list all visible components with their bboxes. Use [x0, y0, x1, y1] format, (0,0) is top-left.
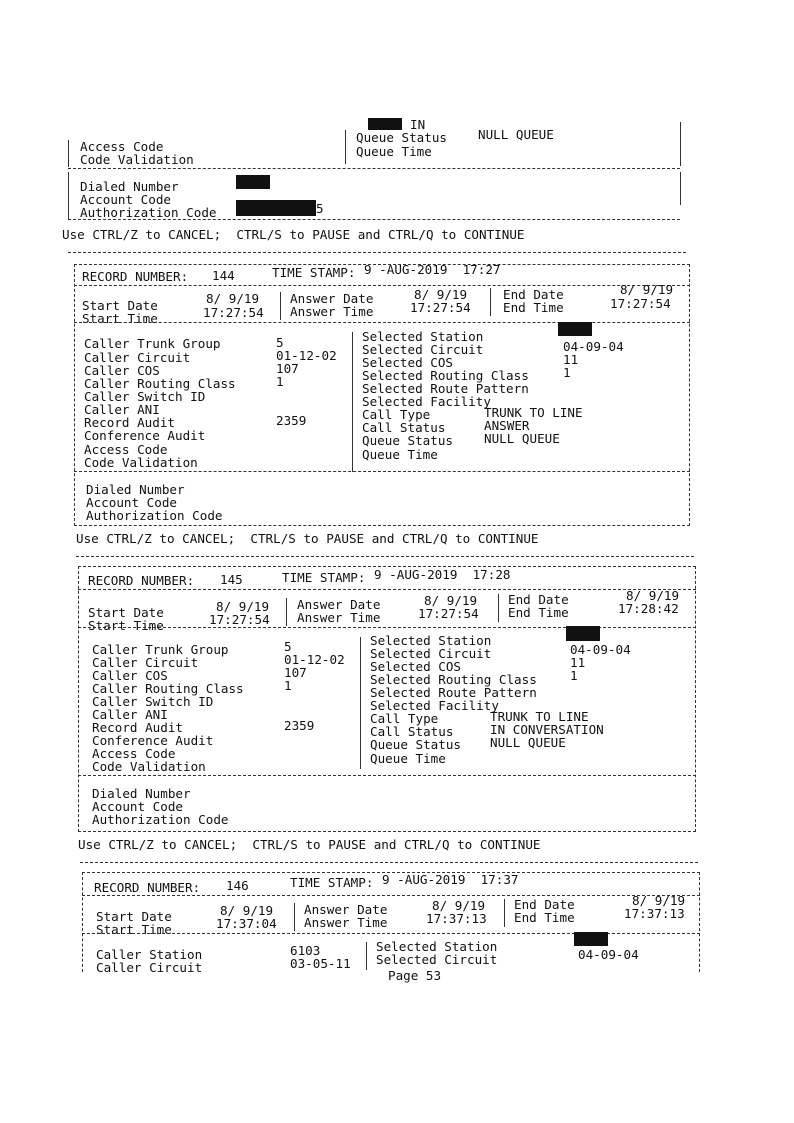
answer-time-value: 17:37:13 [426, 911, 487, 926]
authorization-tail: 5 [316, 201, 324, 216]
selected-routing-class-label: Selected Routing Class [370, 672, 537, 687]
dashed-divider [68, 252, 686, 253]
caller-routing-class-label: Caller Routing Class [92, 681, 244, 696]
selected-circuit-label: Selected Circuit [362, 342, 484, 357]
caller-circuit-value: 03-05-11 [290, 956, 351, 971]
frame-right [680, 122, 681, 166]
selected-facility-label: Selected Facility [362, 394, 491, 409]
answer-time-label: Answer Time [297, 610, 381, 625]
start-time-label: Start Time [96, 922, 172, 937]
account-code-label: Account Code [86, 495, 177, 510]
dashed-divider [78, 627, 696, 628]
caller-routing-class-value: 1 [284, 678, 292, 693]
answer-date-label: Answer Date [297, 597, 381, 612]
caller-trunk-group-label: Caller Trunk Group [84, 336, 221, 351]
end-date-value: 8/ 9/19 [620, 282, 674, 297]
answer-date-label: Answer Date [304, 902, 388, 917]
end-time-value: 17:28:42 [618, 601, 679, 616]
record-number-label: RECORD NUMBER: [82, 269, 189, 284]
call-type-value: TRUNK TO LINE [490, 709, 589, 724]
selected-circuit-label: Selected Circuit [370, 646, 492, 661]
caller-trunk-group-value: 5 [276, 335, 284, 350]
end-time-label: End Time [514, 910, 575, 925]
selected-circuit-value: 04-09-04 [563, 339, 624, 354]
caller-trunk-group-label: Caller Trunk Group [92, 642, 229, 657]
call-type-value: TRUNK TO LINE [484, 405, 583, 420]
end-time-value: 17:27:54 [610, 296, 671, 311]
redaction-block [236, 175, 270, 189]
call-status-value: ANSWER [484, 418, 530, 433]
start-time-label: Start Time [82, 311, 158, 326]
caller-trunk-group-value: 5 [284, 639, 292, 654]
selected-routing-class-value: 1 [570, 668, 578, 683]
redaction-block [574, 932, 608, 946]
code-validation-label: Code Validation [84, 455, 198, 470]
start-date-label: Start Date [96, 909, 172, 924]
frame-left [68, 140, 69, 167]
access-code-label: Access Code [80, 139, 164, 154]
end-time-value: 17:37:13 [624, 906, 685, 921]
frame-left [68, 172, 69, 220]
queue-time-label: Queue Time [370, 751, 446, 766]
queue-status-label: Queue Status [362, 433, 453, 448]
answer-date-value: 8/ 9/19 [424, 593, 478, 608]
cancel-instruction: Use CTRL/Z to CANCEL; CTRL/S to PAUSE and CTRL/Q to CONTINUE [78, 837, 541, 852]
redaction-block [558, 322, 592, 336]
conference-audit-label: Conference Audit [84, 428, 206, 443]
dialed-number-label: Dialed Number [80, 179, 179, 194]
call-status-label: Call Status [370, 724, 454, 739]
selected-station-label: Selected Station [362, 329, 484, 344]
caller-ani-label: Caller ANI [92, 707, 168, 722]
end-time-label: End Time [508, 605, 569, 620]
caller-circuit-label: Caller Circuit [92, 655, 199, 670]
start-date-label: Start Date [82, 298, 158, 313]
access-code-label: Access Code [92, 746, 176, 761]
end-time-label: End Time [503, 300, 564, 315]
caller-ani-label: Caller ANI [84, 402, 160, 417]
column-divider [280, 292, 281, 320]
queue-status-value: NULL QUEUE [478, 127, 554, 142]
caller-circuit-label: Caller Circuit [84, 350, 191, 365]
answer-time-label: Answer Time [290, 304, 374, 319]
caller-circuit-value: 01-12-02 [276, 348, 337, 363]
dashed-divider [74, 322, 690, 323]
caller-station-label: Caller Station [96, 947, 203, 962]
caller-switch-id-label: Caller Switch ID [84, 389, 206, 404]
start-date-value: 8/ 9/19 [220, 903, 274, 918]
column-divider [498, 594, 499, 622]
column-divider [490, 288, 491, 316]
queue-status-label: Queue Status [370, 737, 461, 752]
time-stamp-label: TIME STAMP: [290, 875, 374, 890]
record-number-value: 146 [226, 878, 249, 893]
queue-status-value: NULL QUEUE [484, 431, 560, 446]
caller-station-value: 6103 [290, 943, 321, 958]
record-audit-value: 2359 [276, 413, 307, 428]
selected-route-pattern-label: Selected Route Pattern [362, 381, 529, 396]
account-code-label: Account Code [92, 799, 183, 814]
record-audit-value: 2359 [284, 718, 315, 733]
caller-switch-id-label: Caller Switch ID [92, 694, 214, 709]
caller-routing-class-label: Caller Routing Class [84, 376, 236, 391]
selected-station-label: Selected Station [376, 939, 498, 954]
time-stamp-value: 9 -AUG-2019 17:37 [382, 872, 519, 887]
selected-circuit-label: Selected Circuit [376, 952, 498, 967]
authorization-code-label: Authorization Code [86, 508, 223, 523]
dashed-divider [78, 589, 696, 590]
cancel-instruction: Use CTRL/Z to CANCEL; CTRL/S to PAUSE and CTRL/Q to CONTINUE [76, 531, 539, 546]
call-status-label: Call Status [362, 420, 446, 435]
dashed-divider [74, 285, 690, 286]
access-code-label: Access Code [84, 442, 168, 457]
column-divider [360, 637, 361, 769]
frame-right [680, 172, 681, 205]
queue-time-label: Queue Time [356, 144, 432, 159]
answer-date-label: Answer Date [290, 291, 374, 306]
time-stamp-label: TIME STAMP: [272, 265, 356, 280]
start-time-value: 17:27:54 [209, 612, 270, 627]
conference-audit-label: Conference Audit [92, 733, 214, 748]
record-number-label: RECORD NUMBER: [94, 880, 201, 895]
dashed-divider [76, 556, 694, 557]
queue-in-text: IN [410, 117, 426, 132]
record-audit-label: Record Audit [84, 415, 175, 430]
caller-circuit-value: 01-12-02 [284, 652, 345, 667]
selected-circuit-value: 04-09-04 [570, 642, 631, 657]
call-type-label: Call Type [362, 407, 431, 422]
caller-routing-class-value: 1 [276, 374, 284, 389]
code-validation-label: Code Validation [92, 759, 206, 774]
time-stamp-label: TIME STAMP: [282, 570, 366, 585]
start-time-label: Start Time [88, 618, 164, 633]
column-divider [345, 130, 346, 164]
page-number: Page 53 [388, 968, 442, 983]
column-divider [366, 942, 367, 970]
caller-cos-label: Caller COS [92, 668, 168, 683]
dashed-divider [78, 775, 696, 776]
record-number-value: 145 [220, 572, 243, 587]
selected-cos-label: Selected COS [362, 355, 453, 370]
dialed-number-label: Dialed Number [86, 482, 185, 497]
selected-cos-value: 11 [570, 655, 586, 670]
redaction-block [236, 200, 316, 216]
end-date-value: 8/ 9/19 [626, 588, 680, 603]
column-divider [286, 598, 287, 626]
column-divider [504, 899, 505, 927]
call-type-label: Call Type [370, 711, 439, 726]
selected-routing-class-value: 1 [563, 365, 571, 380]
answer-date-value: 8/ 9/19 [414, 287, 468, 302]
selected-station-label: Selected Station [370, 633, 492, 648]
dashed-divider [82, 895, 700, 896]
selected-cos-value: 11 [563, 352, 579, 367]
authorization-code-label: Authorization Code [80, 205, 217, 220]
start-date-label: Start Date [88, 605, 164, 620]
record-number-label: RECORD NUMBER: [88, 573, 195, 588]
queue-status-label: Queue Status [356, 130, 447, 145]
caller-cos-value: 107 [276, 361, 299, 376]
start-time-value: 17:27:54 [203, 305, 264, 320]
selected-routing-class-label: Selected Routing Class [362, 368, 529, 383]
end-date-label: End Date [503, 287, 564, 302]
dashed-divider [68, 219, 680, 220]
column-divider [352, 332, 353, 472]
redaction-block [566, 626, 600, 641]
answer-date-value: 8/ 9/19 [432, 898, 486, 913]
selected-route-pattern-label: Selected Route Pattern [370, 685, 537, 700]
start-date-value: 8/ 9/19 [206, 291, 260, 306]
answer-time-label: Answer Time [304, 915, 388, 930]
dialed-number-label: Dialed Number [92, 786, 191, 801]
call-status-value: IN CONVERSATION [490, 722, 604, 737]
dashed-divider [74, 471, 690, 472]
selected-cos-label: Selected COS [370, 659, 461, 674]
time-stamp-value: 9 -AUG-2019 17:28 [374, 567, 511, 582]
dashed-divider [68, 168, 680, 169]
end-date-value: 8/ 9/19 [632, 893, 686, 908]
caller-circuit-label: Caller Circuit [96, 960, 203, 975]
dashed-divider [80, 862, 698, 863]
authorization-code-label: Authorization Code [92, 812, 229, 827]
end-date-label: End Date [514, 897, 575, 912]
queue-time-label: Queue Time [362, 447, 438, 462]
start-time-value: 17:37:04 [216, 916, 277, 931]
record-number-value: 144 [212, 268, 235, 283]
answer-time-value: 17:27:54 [418, 606, 479, 621]
queue-status-value: NULL QUEUE [490, 735, 566, 750]
answer-time-value: 17:27:54 [410, 300, 471, 315]
code-validation-label: Code Validation [80, 152, 194, 167]
caller-cos-value: 107 [284, 665, 307, 680]
cancel-instruction: Use CTRL/Z to CANCEL; CTRL/S to PAUSE and CTRL/Q to CONTINUE [62, 227, 525, 242]
redaction-block [368, 118, 402, 130]
record-audit-label: Record Audit [92, 720, 183, 735]
caller-cos-label: Caller COS [84, 363, 160, 378]
end-date-label: End Date [508, 592, 569, 607]
account-code-label: Account Code [80, 192, 171, 207]
column-divider [294, 903, 295, 931]
time-stamp-value: 9 -AUG-2019 17:27 [364, 262, 501, 277]
selected-circuit-value: 04-09-04 [578, 947, 639, 962]
selected-facility-label: Selected Facility [370, 698, 499, 713]
start-date-value: 8/ 9/19 [216, 599, 270, 614]
